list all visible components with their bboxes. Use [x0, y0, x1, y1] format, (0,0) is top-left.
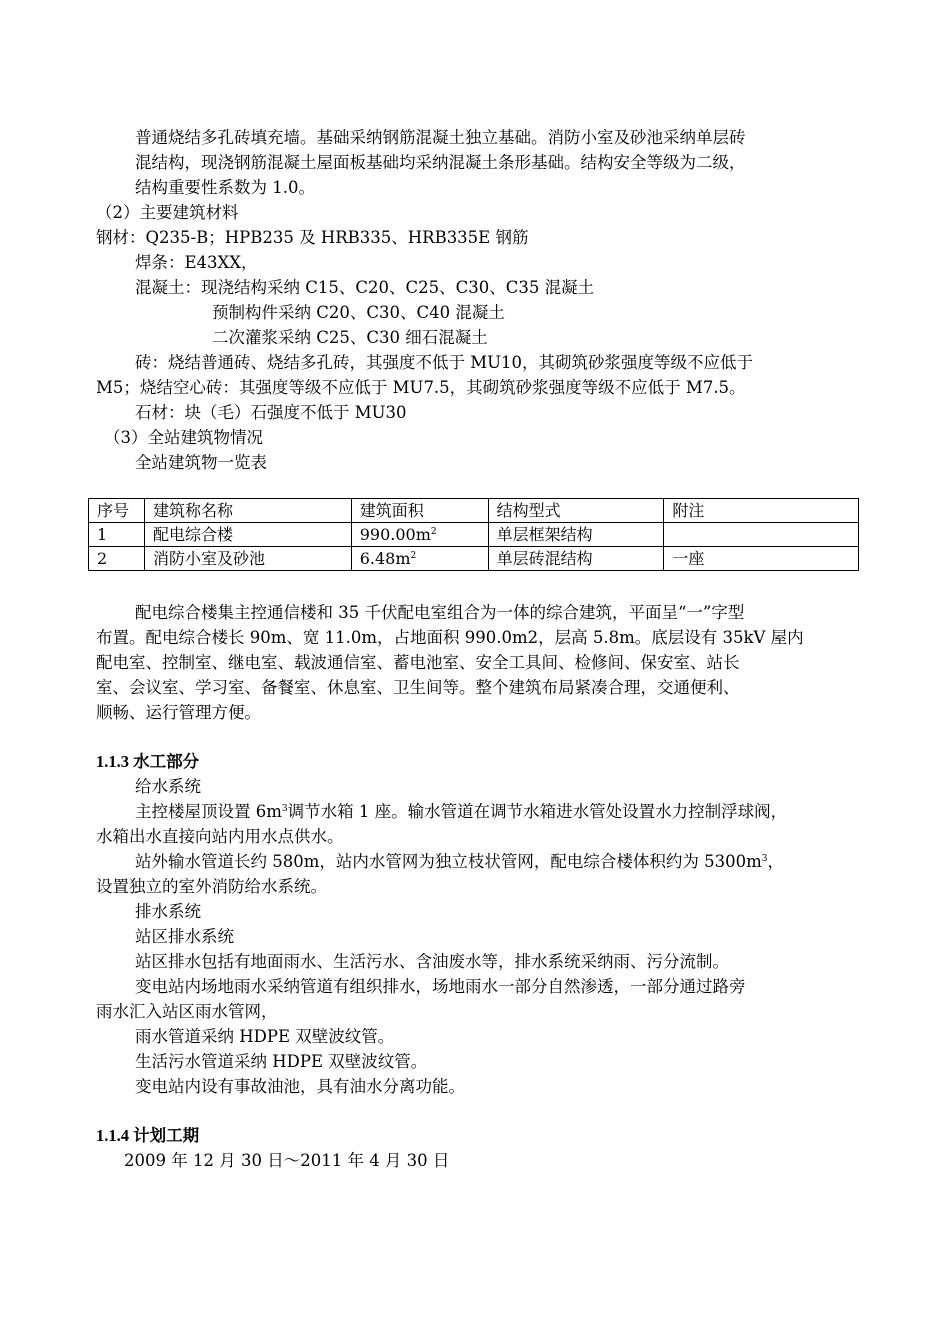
site-drain-title: 站区排水系统 — [135, 927, 234, 946]
buildings-heading: （3）全站建筑物情况 — [104, 428, 263, 447]
drain-line2: 变电站内场地雨水采纳管道有组织排水，场地雨水一部分自然渗透，一部分通过路旁 — [135, 977, 746, 996]
water-supply-line2: 水箱出水直接向站内用水点供水。 — [96, 827, 344, 846]
text-segment: 站外输水管道长约 580m，站内水管网为独立枝状管网，配电综合楼体积约为 5300m — [135, 852, 762, 871]
table-row — [89, 523, 859, 547]
column-header: 结构型式 — [488, 499, 664, 523]
materials-stone: 石材：块（毛）石强度不低于 MU30 — [135, 403, 407, 422]
cell-name: 消防小室及砂池 — [144, 547, 351, 571]
drain-line6: 变电站内设有事故油池，具有油水分离功能。 — [135, 1077, 465, 1096]
section-heading-water: 1.1.3 水工部分 — [96, 752, 200, 771]
area-value: 990.00m — [359, 525, 431, 544]
schedule-period: 2009 年 12 月 30 日～2011 年 4 月 30 日 — [124, 1151, 450, 1170]
area-superscript: 2 — [430, 527, 437, 537]
column-header: 建筑称名称 — [144, 499, 351, 523]
water-supply-title: 给水系统 — [135, 777, 201, 796]
superscript: 3 — [281, 804, 288, 814]
materials-brick1: 砖：烧结普通砖、烧结多孔砖，其强度不低于 MU10，其砌筑砂浆强度等级不应低于 — [135, 353, 754, 372]
superscript: 3 — [761, 854, 768, 864]
materials-brick2: M5；烧结空心砖：其强度等级不应低于 MU7.5，其砌筑砂浆强度等级不应低于 M7.5。 — [96, 378, 746, 397]
column-header: 附注 — [664, 499, 859, 523]
text-segment: 主控楼屋顶设置 6m — [135, 802, 282, 821]
water-supply-line4: 设置独立的室外消防给水系统。 — [96, 877, 327, 896]
materials-concrete2: 预制构件采纳 C20、C30、C40 混凝土 — [212, 303, 505, 322]
materials-steel: 钢材：Q235-B；HPB235 及 HRB335、HRB335E 钢筋 — [96, 228, 529, 247]
materials-weld: 焊条：E43XX， — [135, 253, 258, 272]
column-header: 序号 — [89, 499, 145, 523]
cell-name: 配电综合楼 — [144, 523, 351, 547]
drain-line4: 雨水管道采纳 HDPE 双壁波纹管。 — [135, 1027, 395, 1046]
column-header: 建筑面积 — [351, 499, 488, 523]
buildings-table-title: 全站建筑物一览表 — [135, 453, 267, 472]
cell-note: 一座 — [664, 547, 859, 571]
materials-concrete3: 二次灌浆采纳 C25、C30 细石混凝土 — [212, 328, 488, 347]
cell-area — [351, 547, 488, 571]
cell-note — [664, 523, 859, 547]
para2-line3: 配电室、控制室、继电室、载波通信室、蓄电池室、安全工具间、检修间、保安室、站长 — [96, 653, 740, 672]
table-row — [89, 547, 859, 571]
para2-line5: 顺畅、运行管理方便。 — [96, 703, 261, 722]
water-supply-line3 — [135, 850, 784, 874]
materials-concrete1: 混凝土：现浇结构采纳 C15、C20、C25、C30、C35 混凝土 — [135, 278, 595, 297]
para1-line2: 混结构，现浇钢筋混凝土屋面板基础均采纳混凝土条形基础。结构安全等级为二级， — [135, 153, 746, 172]
text-segment: 调节水箱 1 座。输水管道在调节水箱进水管处设置水力控制浮球阀， — [287, 802, 788, 821]
cell-no: 2 — [89, 547, 145, 571]
cell-structure: 单层框架结构 — [488, 523, 664, 547]
area-superscript: 2 — [410, 551, 417, 561]
water-supply-line1 — [135, 800, 787, 824]
para2-line4: 室、会议室、学习室、备餐室、休息室、卫生间等。整个建筑布局紧凑合理，交通便利、 — [96, 678, 740, 697]
drain-line3: 雨水汇入站区雨水管网， — [96, 1002, 278, 1021]
buildings-table — [88, 498, 859, 571]
para2-line1: 配电综合楼集主控通信楼和 35 千伏配电室组合为一体的综合建筑，平面呈“一”字型 — [135, 603, 745, 622]
section-heading-schedule: 1.1.4 计划工期 — [96, 1126, 200, 1145]
drain-title: 排水系统 — [135, 902, 201, 921]
para2-line2: 布置。配电综合楼长 90m、宽 11.0m，占地面积 990.0m2，层高 5.8m。底层设有 35kV 屋内 — [96, 628, 804, 647]
area-value: 6.48m — [359, 549, 411, 568]
para1-line3: 结构重要性系数为 1.0。 — [135, 178, 315, 197]
cell-no: 1 — [89, 523, 145, 547]
cell-structure: 单层砖混结构 — [488, 547, 664, 571]
para1-line1: 普通烧结多孔砖填充墙。基础采纳钢筋混凝土独立基础。消防小室及砂池采纳单层砖 — [135, 128, 746, 147]
materials-heading: （2）主要建筑材料 — [96, 203, 239, 222]
drain-line5: 生活污水管道采纳 HDPE 双壁波纹管。 — [135, 1052, 428, 1071]
text-segment: ， — [767, 852, 785, 871]
cell-area — [351, 523, 488, 547]
table-header-row — [89, 499, 859, 523]
drain-line1: 站区排水包括有地面雨水、生活污水、含油废水等，排水系统采纳雨、污分流制。 — [135, 952, 729, 971]
